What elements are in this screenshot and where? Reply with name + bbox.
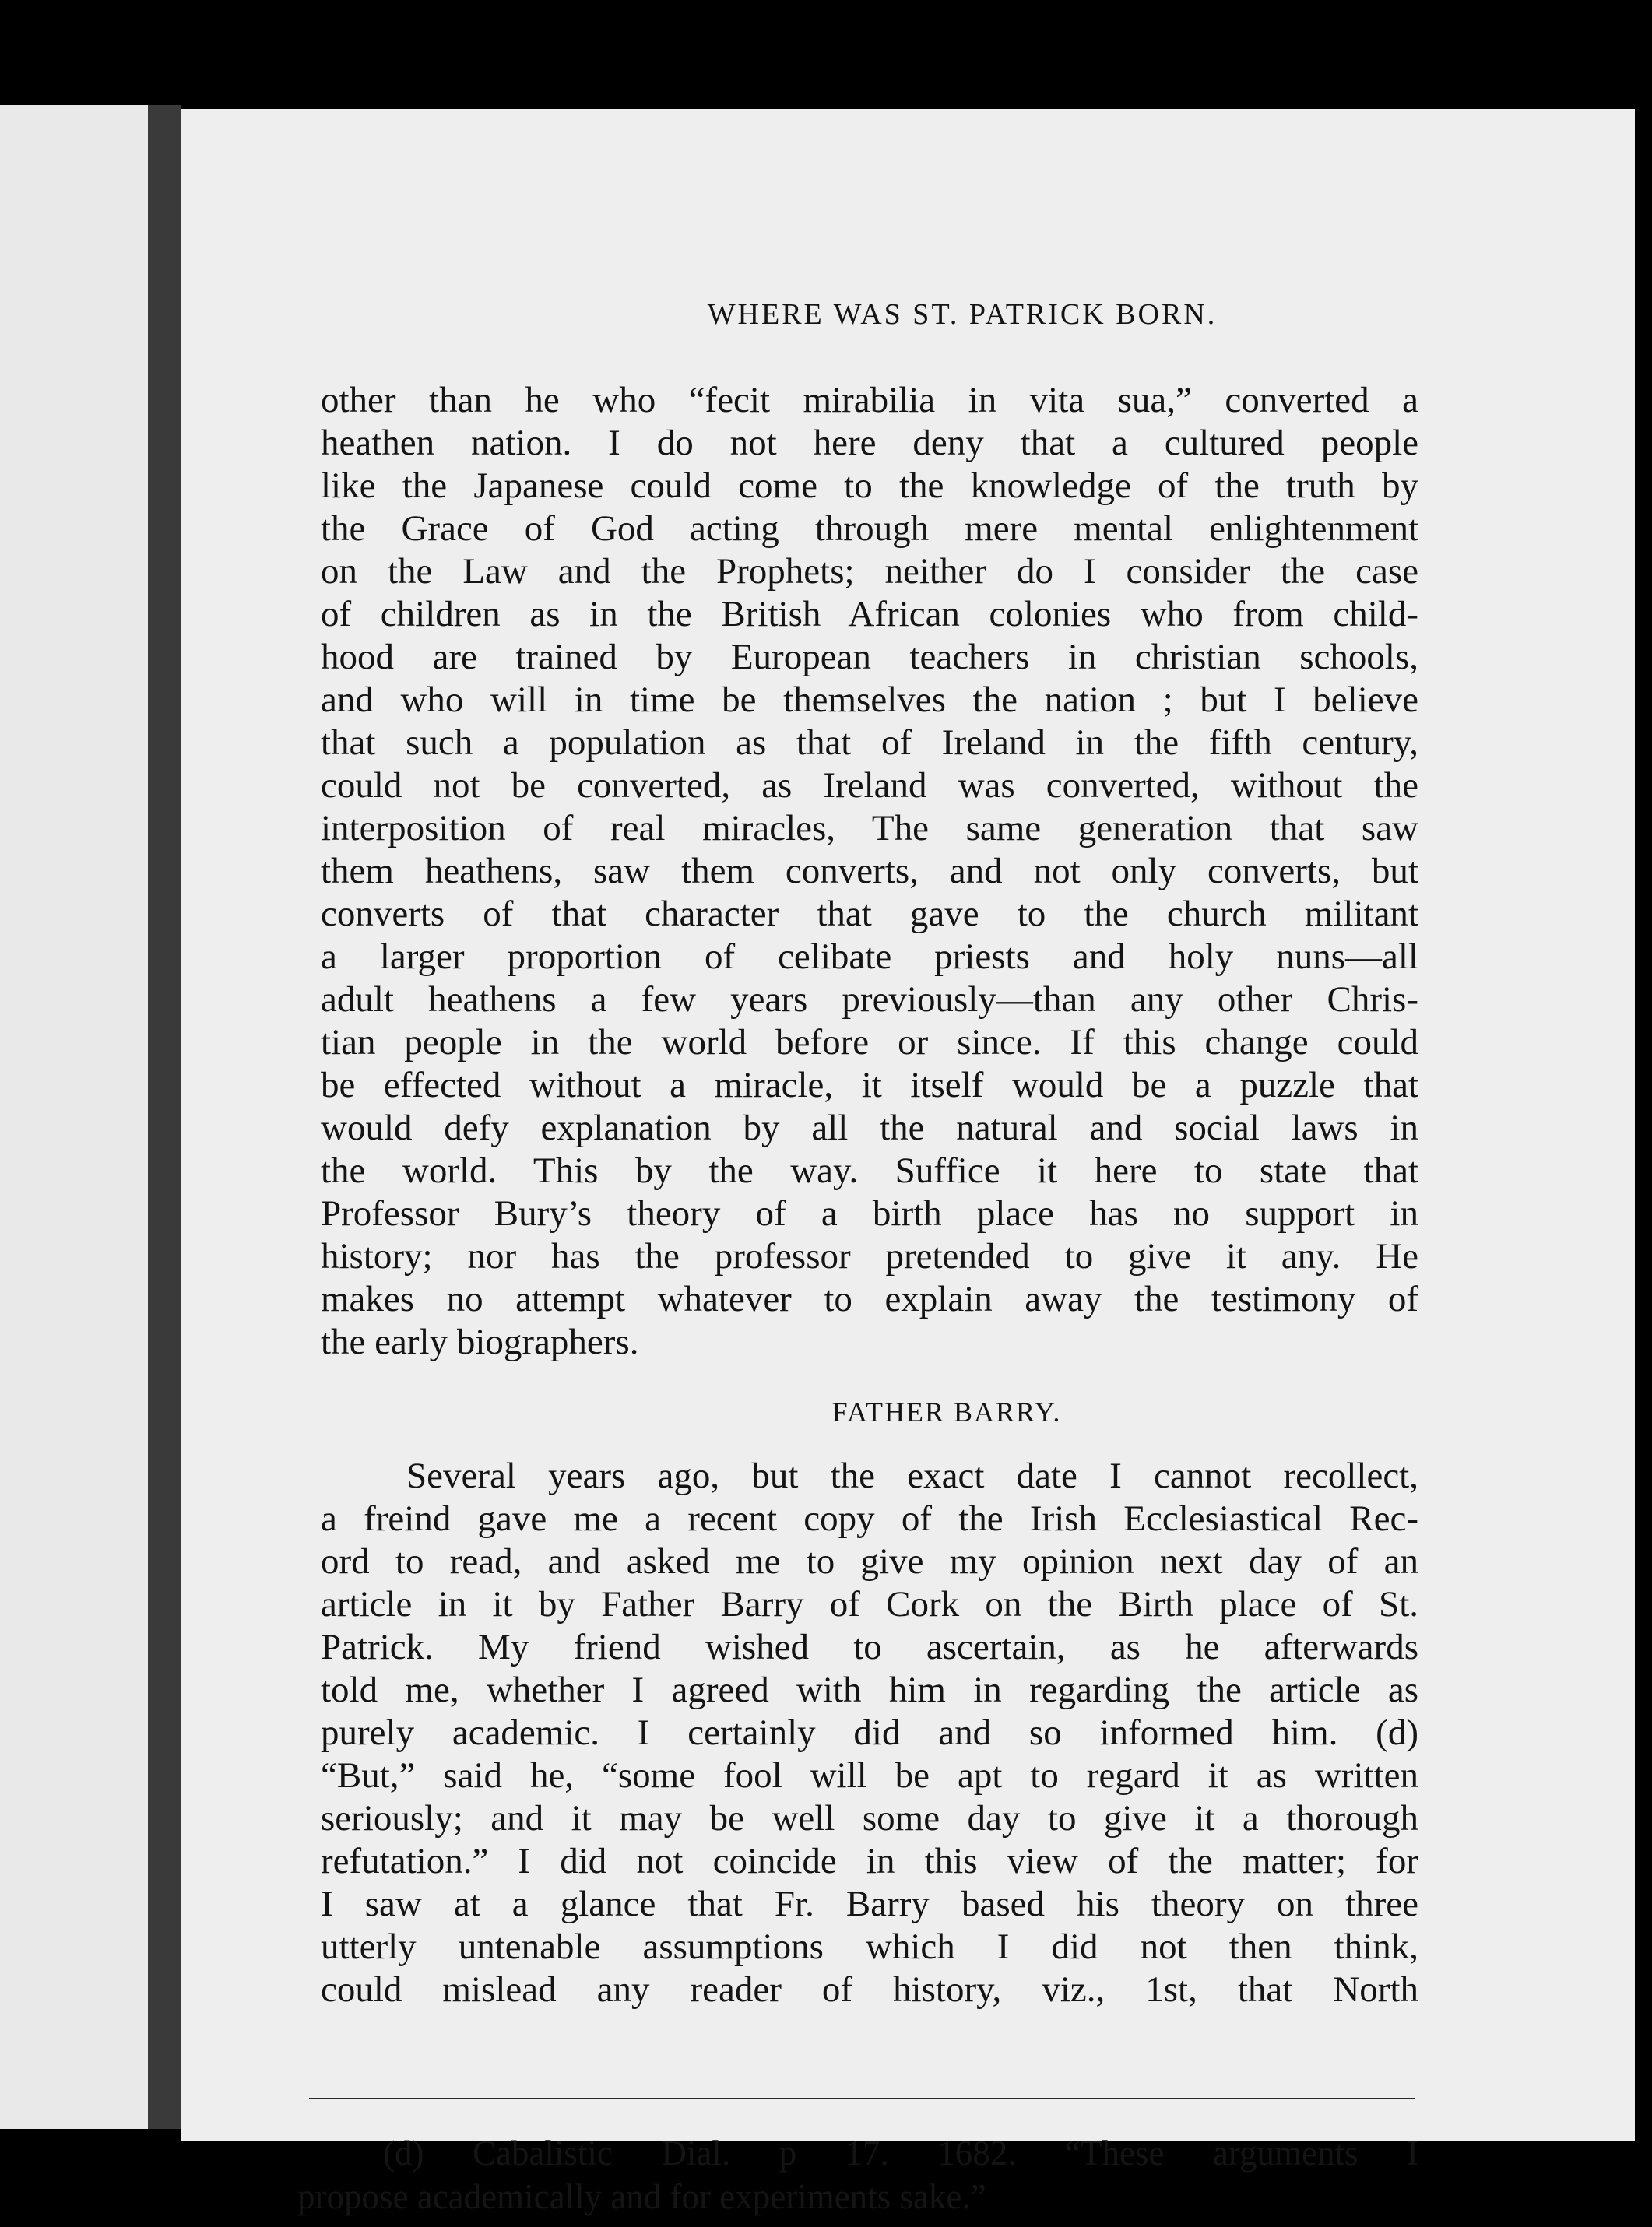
footnote-rule xyxy=(309,2098,1415,2102)
text-line: I saw at a glance that Fr. Barry based his theory on three xyxy=(321,1884,1418,1924)
text-line: utterly untenable assumptions which I did not then think, xyxy=(321,1927,1418,1967)
text-line: Professor Bury’s theory of a birth place has no support in xyxy=(321,1193,1418,1234)
text-line: refutation.” I did not coincide in this view of the matter; for xyxy=(321,1841,1418,1881)
text-line: purely academic. I certainly did and so informed him. (d) xyxy=(321,1712,1418,1753)
text-line: seriously; and it may be well some day to give it a thorough xyxy=(321,1798,1418,1839)
paragraph-2 xyxy=(321,1455,1418,2011)
text-line: article in it by Father Barry of Cork on the Birth place of St. xyxy=(321,1584,1418,1625)
text-line: converts of that character that gave to the church militant xyxy=(321,894,1418,934)
text-line: Several years ago, but the exact date I cannot recollect, xyxy=(406,1456,1418,1496)
text-line: the world. This by the way. Suffice it here to state that xyxy=(321,1150,1418,1191)
footnote xyxy=(297,2131,1418,2218)
running-head: WHERE WAS ST. PATRICK BORN. xyxy=(707,298,1218,331)
text-line: history; nor has the professor pretended to give it any. He xyxy=(321,1236,1418,1277)
text-line: adult heathens a few years previously—than any other Chris- xyxy=(321,979,1418,1020)
text-line: interposition of real miracles, The same generation that saw xyxy=(321,808,1418,848)
text-line: “But,” said he, “some fool will be apt to regard it as written xyxy=(321,1755,1418,1796)
text-line: and who will in time be themselves the nation ; but I believe xyxy=(321,680,1418,720)
section-title: FATHER BARRY. xyxy=(831,1396,1062,1428)
text-line: like the Japanese could come to the knowledge of the truth by xyxy=(321,465,1418,506)
text-line: them heathens, saw them converts, and not only converts, but xyxy=(321,851,1418,891)
text-line: a freind gave me a recent copy of the Irish Ecclesiastical Rec- xyxy=(321,1498,1418,1539)
text-line: other than he who “fecit mirabilia in vita sua,” converted a xyxy=(321,380,1418,420)
text-line: could mislead any reader of history, viz., 1st, that North xyxy=(321,1969,1418,2010)
text-line: propose academically and for experiments sake.” xyxy=(297,2177,986,2216)
text-line: tian people in the world before or since. If this change could xyxy=(321,1022,1418,1063)
left-page-margin xyxy=(0,105,148,2129)
text-line: Patrick. My friend wished to ascertain, as he afterwards xyxy=(321,1627,1418,1667)
text-line: of children as in the British African colonies who from child- xyxy=(321,594,1418,634)
book-gutter xyxy=(148,105,181,2129)
text-line: could not be converted, as Ireland was converted, without the xyxy=(321,765,1418,806)
text-line: the early biographers. xyxy=(321,1322,639,1362)
book-page xyxy=(181,109,1635,2216)
text-line: told me, whether I agreed with him in regarding the article as xyxy=(321,1670,1418,1710)
text-line: be effected without a miracle, it itself would be a puzzle that xyxy=(321,1065,1418,1105)
text-line: that such a population as that of Ireland in the fifth century, xyxy=(321,722,1418,763)
text-line: would defy explanation by all the natural and social laws in xyxy=(321,1108,1418,1148)
text-line: makes no attempt whatever to explain away the testimony of xyxy=(321,1279,1418,1319)
text-line: a larger proportion of celibate priests and holy nuns—all xyxy=(321,936,1418,977)
text-line: heathen nation. I do not here deny that a cultured people xyxy=(321,423,1418,463)
text-line: ord to read, and asked me to give my opinion next day of an xyxy=(321,1541,1418,1582)
text-line: (d) Cabalistic Dial. p 17. 1682. “These arguments I xyxy=(383,2134,1418,2173)
text-line: on the Law and the Prophets; neither do I consider the case xyxy=(321,551,1418,592)
paragraph-1 xyxy=(321,379,1418,1364)
text-line: the Grace of God acting through mere mental enlightenment xyxy=(321,508,1418,549)
text-line: hood are trained by European teachers in christian schools, xyxy=(321,637,1418,677)
